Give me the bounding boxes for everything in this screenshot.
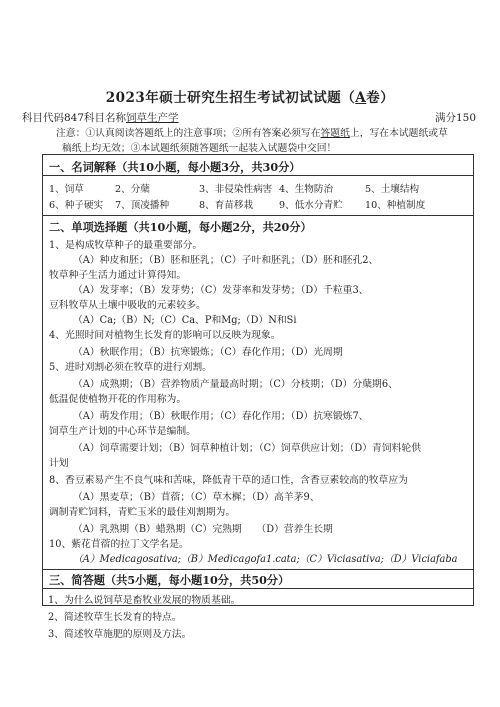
exam-title-main: 2023年硕士研究生招生考试初试试题（: [105, 90, 356, 106]
section-3-divider: [43, 588, 473, 589]
subject-code-label: 科目代码: [22, 112, 64, 124]
term-item: 10、种植制度: [365, 200, 426, 211]
section-2-divider-top: [43, 215, 473, 216]
question-line: 豆科牧草从土壤中吸收的元素较多。: [49, 300, 206, 311]
term-item: 9、低水分青贮: [279, 200, 343, 211]
subject-code-name: [22, 110, 179, 125]
section-2-heading: 二、单项选择题（共10小题，每小题2分，共20分）: [49, 220, 312, 234]
subject-info: [22, 110, 476, 126]
section-3-heading: 三、简答题（共5小题，每小题10分，共50分）: [49, 573, 290, 587]
full-score-label: 满分: [434, 112, 456, 124]
term-item: 6、种子硬实: [49, 200, 104, 211]
question-line: 5、进时刈割必须在牧草的进行刈割。: [49, 362, 212, 373]
term-item: 4、生物防治: [279, 184, 334, 195]
exam-paper-letter: A: [355, 90, 367, 106]
term-item: 3、非侵染性病害: [199, 184, 273, 195]
notice-text-b: 上，写在本试题纸或草: [349, 128, 448, 139]
short-answer-line: 3、简述牧草施肥的原则及方法。: [48, 629, 192, 640]
question-line: 8、香豆素易产生不良气味和苦味，降低青干草的适口性，含香豆素较高的牧草应为: [49, 475, 408, 486]
option-line: （A）秋眠作用；（B）抗寒锻炼；（C）春化作用；（D）光周期: [73, 347, 343, 358]
exam-notice: [56, 126, 476, 156]
notice-text-a: 注意：①认真阅读答题纸上的注意事项；②所有答案必须写在: [56, 128, 321, 139]
section-1-heading: 一、名词解释（共10小题，每小题3分，共30分）: [49, 160, 301, 174]
term-item: 2、分蘖: [115, 184, 150, 195]
exam-title-tail: 卷）: [366, 90, 395, 106]
full-score: [435, 110, 476, 125]
option-line: （A）乳熟期（B）蜡熟期（C）完熟期 （D）营养生长期: [73, 524, 333, 535]
question-line: 计划: [49, 458, 69, 469]
option-line: （A）萌发作用；（B）秋眠作用；（C）春化作用；（D）抗寒锻炼7、: [73, 411, 369, 422]
option-line: （A）黑麦草；（B）苜蓿；（C）草木樨；（D）高羊茅9、: [73, 492, 320, 503]
option-line: （A）发芽率；（B）发芽势；（C）发芽率和发芽势；（D）千粒重3、: [73, 285, 369, 296]
subject-name-label: 科目名称: [84, 112, 127, 124]
term-item: 8、育苗移栽: [199, 200, 254, 211]
full-score-value: 150: [455, 112, 476, 124]
question-line: 10、紫花苜蓿的拉丁文学名是。: [49, 539, 189, 550]
term-item: 1、饲草: [49, 184, 84, 195]
option-line: （A）成熟期；（B）营养物质产量最高时期；（C）分枝期；（D）分蘖期6、: [73, 379, 398, 390]
term-item: 7、顶凌播种: [115, 200, 170, 211]
question-line: 牧草种子生活力通过计算得知。: [49, 270, 187, 281]
subject-name: 饲草生产学: [126, 112, 179, 124]
short-answer-line: 1、为什么说饲草是畜牧业发展的物质基础。: [48, 595, 241, 606]
latin-options-line: （A）Medicagosativa;（B）Medicagofa1.cata;（C）Viciasativa;（D）Viciafaba: [73, 554, 458, 565]
term-item: 5、土壤结构: [365, 184, 420, 195]
section-3-divider-top: [43, 569, 473, 570]
subject-code: 847: [64, 112, 85, 124]
question-line: 低温促使植物开花的作用称为。: [49, 394, 187, 405]
exam-paper-box: [42, 154, 474, 606]
notice-line-1: [56, 126, 476, 141]
option-line: （A）饲草需要计划；（B）饲草种植计划；（C）饲草供应计划；（D）青饲料轮供: [73, 443, 422, 454]
exam-title: [0, 86, 500, 106]
question-line: 饲草生产计划的中心环节是编制。: [49, 426, 196, 437]
question-line: 1、是构成牧草种子的最重要部分。: [49, 240, 203, 251]
option-line: （A）种皮和胚；（B）胚和胚乳；（C）子叶和胚乳；（D）胚和胚孔2、: [73, 255, 379, 266]
option-line: （A）Ca;（B）N;（C）Ca、P和Mg;（D）N和Si: [73, 315, 297, 326]
short-answer-line: 2、简述牧草生长发育的特点。: [48, 612, 182, 623]
notice-line-2: 稿纸上均无效；③本试题纸须随答题纸一起装入试题袋中交回！: [62, 143, 337, 154]
section-1-divider: [43, 175, 473, 176]
question-line: 4、光照时间对植物生长发育的影响可以反映为现象。: [49, 330, 281, 341]
notice-underlined: 答题纸: [320, 128, 350, 139]
question-line: 调制青贮饲料，青贮玉米的最佳刈割期为。: [49, 507, 236, 518]
